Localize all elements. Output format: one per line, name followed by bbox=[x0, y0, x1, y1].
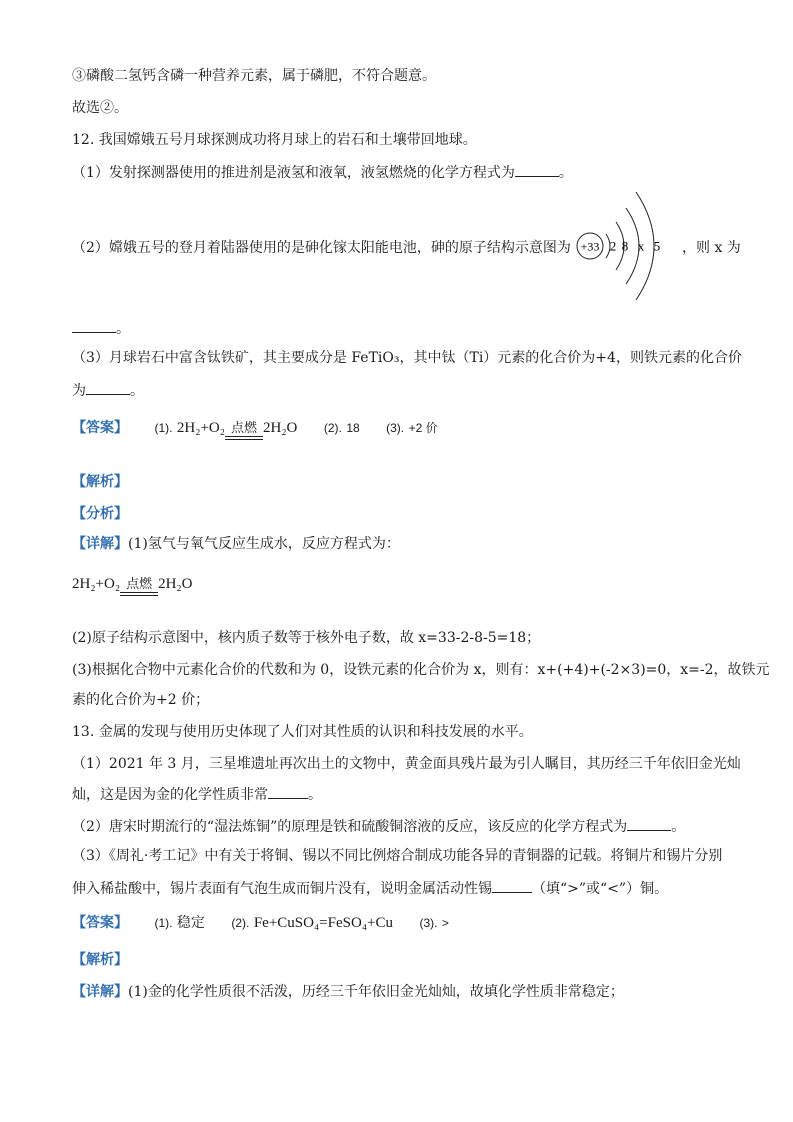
q12-part-2-end: 。 bbox=[116, 321, 130, 337]
q12-answer-1-condition bbox=[225, 422, 263, 446]
q12-detail-eq-lhs: 2H₂+O₂ bbox=[72, 576, 121, 592]
q13-answer-1: 稳定 bbox=[176, 915, 205, 931]
q13-answer-3-index: (3). bbox=[419, 916, 438, 930]
q12-detail-1 bbox=[72, 534, 400, 554]
q13-detail-1-text: (1)金的化学性质很不活泼，历经三千年依旧金光灿灿，故填化学性质非常稳定； bbox=[128, 984, 624, 1000]
arsenic-atom-structure-diagram bbox=[570, 186, 682, 306]
q12-detail-3-line2: 素的化合价为+2 价； bbox=[72, 692, 210, 708]
q13-stem: 13. 金属的发现与使用历史体现了人们对其性质的认识和科技发展的水平。 bbox=[72, 724, 533, 740]
q12-answer-1-rhs: 2H₂O bbox=[263, 420, 298, 436]
q12-detail-eq-condition bbox=[120, 578, 158, 602]
q13-answer-label: 【答案】 bbox=[72, 915, 128, 931]
q12-part-2 bbox=[72, 238, 571, 258]
q13-part-1-blank[interactable] bbox=[268, 784, 308, 799]
q13-answer-2-index: (2). bbox=[231, 916, 250, 930]
q12-detail-2: (2)原子结构示意图中，核内质子数等于核外电子数，故 x=33-2-8-5=18； bbox=[72, 630, 541, 646]
q13-part-2-blank[interactable] bbox=[627, 816, 671, 831]
q12-part-1 bbox=[72, 162, 573, 183]
q13-part-3-end: （填“>”或“<”）铜。 bbox=[532, 881, 669, 897]
q12-detail-label: 【详解】 bbox=[72, 536, 128, 552]
equation-double-bar-2 bbox=[120, 592, 158, 596]
q11-option-3-text: ③磷酸二氢钙含磷一种营养元素，属于磷肥，不符合题意。 bbox=[72, 68, 436, 84]
reaction-condition-ignite: 点燃 bbox=[230, 421, 257, 436]
q13-part-2-end: 。 bbox=[671, 819, 686, 835]
q12-part-2-text: （2）嫦娥五号的登月着陆器使用的是砷化镓太阳能电池，砷的原子结构示意图为 bbox=[72, 240, 571, 256]
q12-answer-row bbox=[72, 410, 438, 446]
q12-answer-1-index: (1). bbox=[154, 421, 173, 435]
q13-part-1-line1: （1）2021 年 3 月，三星堆遗址再次出土的文物中，黄金面具残片最为引人瞩目，其历经三千年依旧金光灿 bbox=[72, 756, 741, 772]
q12-answer-label: 【答案】 bbox=[72, 420, 128, 436]
q12-detail-equation bbox=[72, 566, 193, 602]
q12-stem: 12. 我国嫦娥五号月球探测成功将月球上的岩石和土壤带回地球。 bbox=[72, 132, 477, 148]
equation-double-bar bbox=[225, 436, 263, 440]
q13-answer-3: > bbox=[441, 916, 449, 930]
q12-answer-3-index: (3). bbox=[386, 421, 405, 435]
q12-answer-1-lhs: 2H₂+O₂ bbox=[176, 420, 225, 436]
shell-2-electrons: 8 bbox=[621, 238, 629, 254]
q13-part-1-end: 。 bbox=[308, 787, 322, 803]
q12-detail-1-text: (1)氢气与氧气反应生成水，反应方程式为： bbox=[128, 536, 400, 552]
q13-part-1-line2 bbox=[72, 784, 322, 805]
q12-part-3-end: 。 bbox=[130, 383, 144, 399]
q12-part-1-end: 。 bbox=[558, 165, 573, 181]
q12-analysis-label: 【解析】 bbox=[72, 474, 128, 490]
shell-1-electrons: 2 bbox=[609, 238, 617, 254]
q12-part-2-blank[interactable] bbox=[72, 318, 116, 333]
q12-detail-eq-rhs: 2H₂O bbox=[158, 576, 193, 592]
q12-answer-2: 18 bbox=[346, 421, 360, 435]
q12-answer-2-index: (2). bbox=[323, 421, 342, 435]
reaction-condition-ignite-2: 点燃 bbox=[126, 577, 153, 592]
q13-part-1-prefix: 灿，这是因为金的化学性质非常 bbox=[72, 787, 268, 803]
shell-4-electrons: 5 bbox=[653, 238, 661, 254]
q12-detail-3-line1: (3)根据化合物中元素化合价的代数和为 0，设铁元素的化合价为 x，则有：x+(+4)+(-2×3)=0，x=-2，故铁元 bbox=[72, 662, 770, 678]
q13-answer-row bbox=[72, 908, 449, 938]
q12-part-3-line2 bbox=[72, 380, 144, 401]
q12-part-3-blank[interactable] bbox=[86, 380, 130, 395]
q12-part-1-blank[interactable] bbox=[515, 162, 559, 177]
q13-part-2 bbox=[72, 816, 685, 837]
atom-nucleus-label: +33 bbox=[580, 239, 600, 254]
q13-part-3-prefix: 伸入稀盐酸中，锡片表面有气泡生成而铜片没有，说明金属活动性锡 bbox=[72, 881, 492, 897]
q12-answer-3: +2 价 bbox=[408, 421, 438, 435]
q13-part-2-text: （2）唐宋时期流行的“湿法炼铜”的原理是铁和硫酸铜溶液的反应，该反应的化学方程式为 bbox=[72, 819, 628, 835]
q12-part-1-text: （1）发射探测器使用的推进剂是液氢和液氧，液氢燃烧的化学方程式为 bbox=[72, 165, 515, 181]
q13-answer-1-index: (1). bbox=[154, 916, 173, 930]
q13-detail-1 bbox=[72, 982, 624, 1002]
q12-part-2-blank-line bbox=[72, 318, 130, 339]
q13-detail-label: 【详解】 bbox=[72, 984, 128, 1000]
q13-part-3-blank[interactable] bbox=[492, 878, 532, 893]
q12-fenxi-label: 【分析】 bbox=[72, 506, 128, 522]
q12-part-3-prefix: 为 bbox=[72, 383, 86, 399]
q13-answer-2: Fe+CuSO₄=FeSO₄+Cu bbox=[253, 915, 394, 931]
q13-part-3-line1: （3）《周礼·考工记》中有关于将铜、锡以不同比例熔合制成功能各异的青铜器的记载。将铜片和锡片分别 bbox=[72, 848, 723, 864]
shell-3-electrons: x bbox=[637, 238, 645, 254]
q12-part-2-suffix: ，则 x 为 bbox=[682, 240, 741, 256]
q12-part-3-line1: （3）月球岩石中富含钛铁矿，其主要成分是 FeTiO₃，其中钛（Ti）元素的化合价为+4，则铁元素的化合价 bbox=[72, 350, 742, 366]
q13-analysis-label: 【解析】 bbox=[72, 952, 128, 968]
q11-conclusion: 故选②。 bbox=[72, 100, 128, 116]
q13-part-3-line2 bbox=[72, 878, 668, 899]
